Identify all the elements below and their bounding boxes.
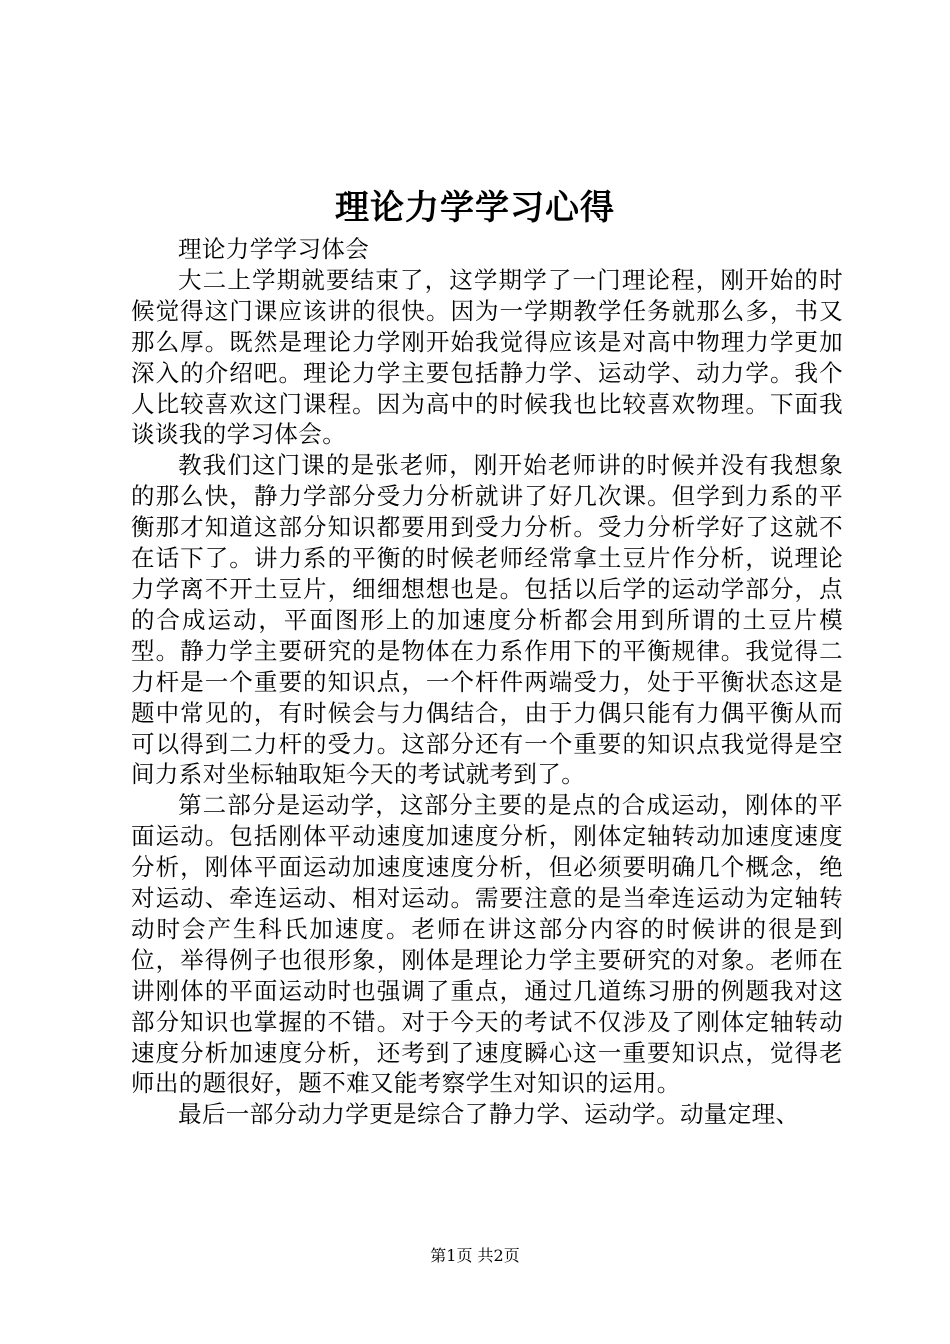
paragraph-statics: 教我们这门课的是张老师，刚开始老师讲的时候并没有我想象的那么快，静力学部分受力分析就讲了好几次课。但学到力系的平衡那才知道这部分知识都要用到受力分析。受力分析学好了这就不在话下了。讲力系的平衡的时候老师经常拿土豆片作分析，说理论力学离不开土豆片，细细想想也是。包括以后学的运动学部分，点的合成运动，平面图形上的加速度分析都会用到所谓的土豆片模型。静力学主要研究的是物体在力系作用下的平衡规律。我觉得二力杆是一个重要的知识点，一个杆件两端受力，处于平衡状态这是题中常见的，有时候会与力偶结合，由于力偶只能有力偶平衡从而可以得到二力杆的受力。这部分还有一个重要的知识点我觉得是空间力系对坐标轴取矩今天的考试就考到了。 [131, 451, 843, 789]
page-footer: 第1页 共2页 [430, 1246, 520, 1265]
paragraph-dynamics: 最后一部分动力学更是综合了静力学、运动学。动量定理、 [178, 1100, 800, 1129]
paragraph-subtitle: 理论力学学习体会 [178, 235, 370, 263]
document-body [131, 234, 843, 1130]
paragraph-intro: 大二上学期就要结束了，这学期学了一门理论程，刚开始的时候觉得这门课应该讲的很快。因为一学期教学任务就那么多，书又那么厚。既然是理论力学刚开始我觉得应该是对高中物理力学更加深入的介绍吧。理论力学主要包括静力学、运动学、动力学。我个人比较喜欢这门课程。因为高中的时候我也比较喜欢物理。下面我谈谈我的学习体会。 [131, 265, 843, 449]
paragraph-kinematics: 第二部分是运动学，这部分主要的是点的合成运动，刚体的平面运动。包括刚体平动速度加速度分析，刚体定轴转动加速度速度分析，刚体平面运动加速度速度分析，但必须要明确几个概念，绝对运动、牵连运动、相对运动。需要注意的是当牵连运动为定轴转动时会产生科氏加速度。老师在讲这部分内容的时候讲的很是到位，举得例子也很形象，刚体是理论力学主要研究的对象。老师在讲刚体的平面运动时也强调了重点，通过几道练习册的例题我对这部分知识也掌握的不错。对于今天的考试不仅涉及了刚体定轴转动速度分析加速度分析，还考到了速度瞬心这一重要知识点，觉得老师出的题很好，题不难又能考察学生对知识的运用。 [131, 791, 843, 1098]
page-title: 理论力学学习心得 [335, 188, 615, 228]
